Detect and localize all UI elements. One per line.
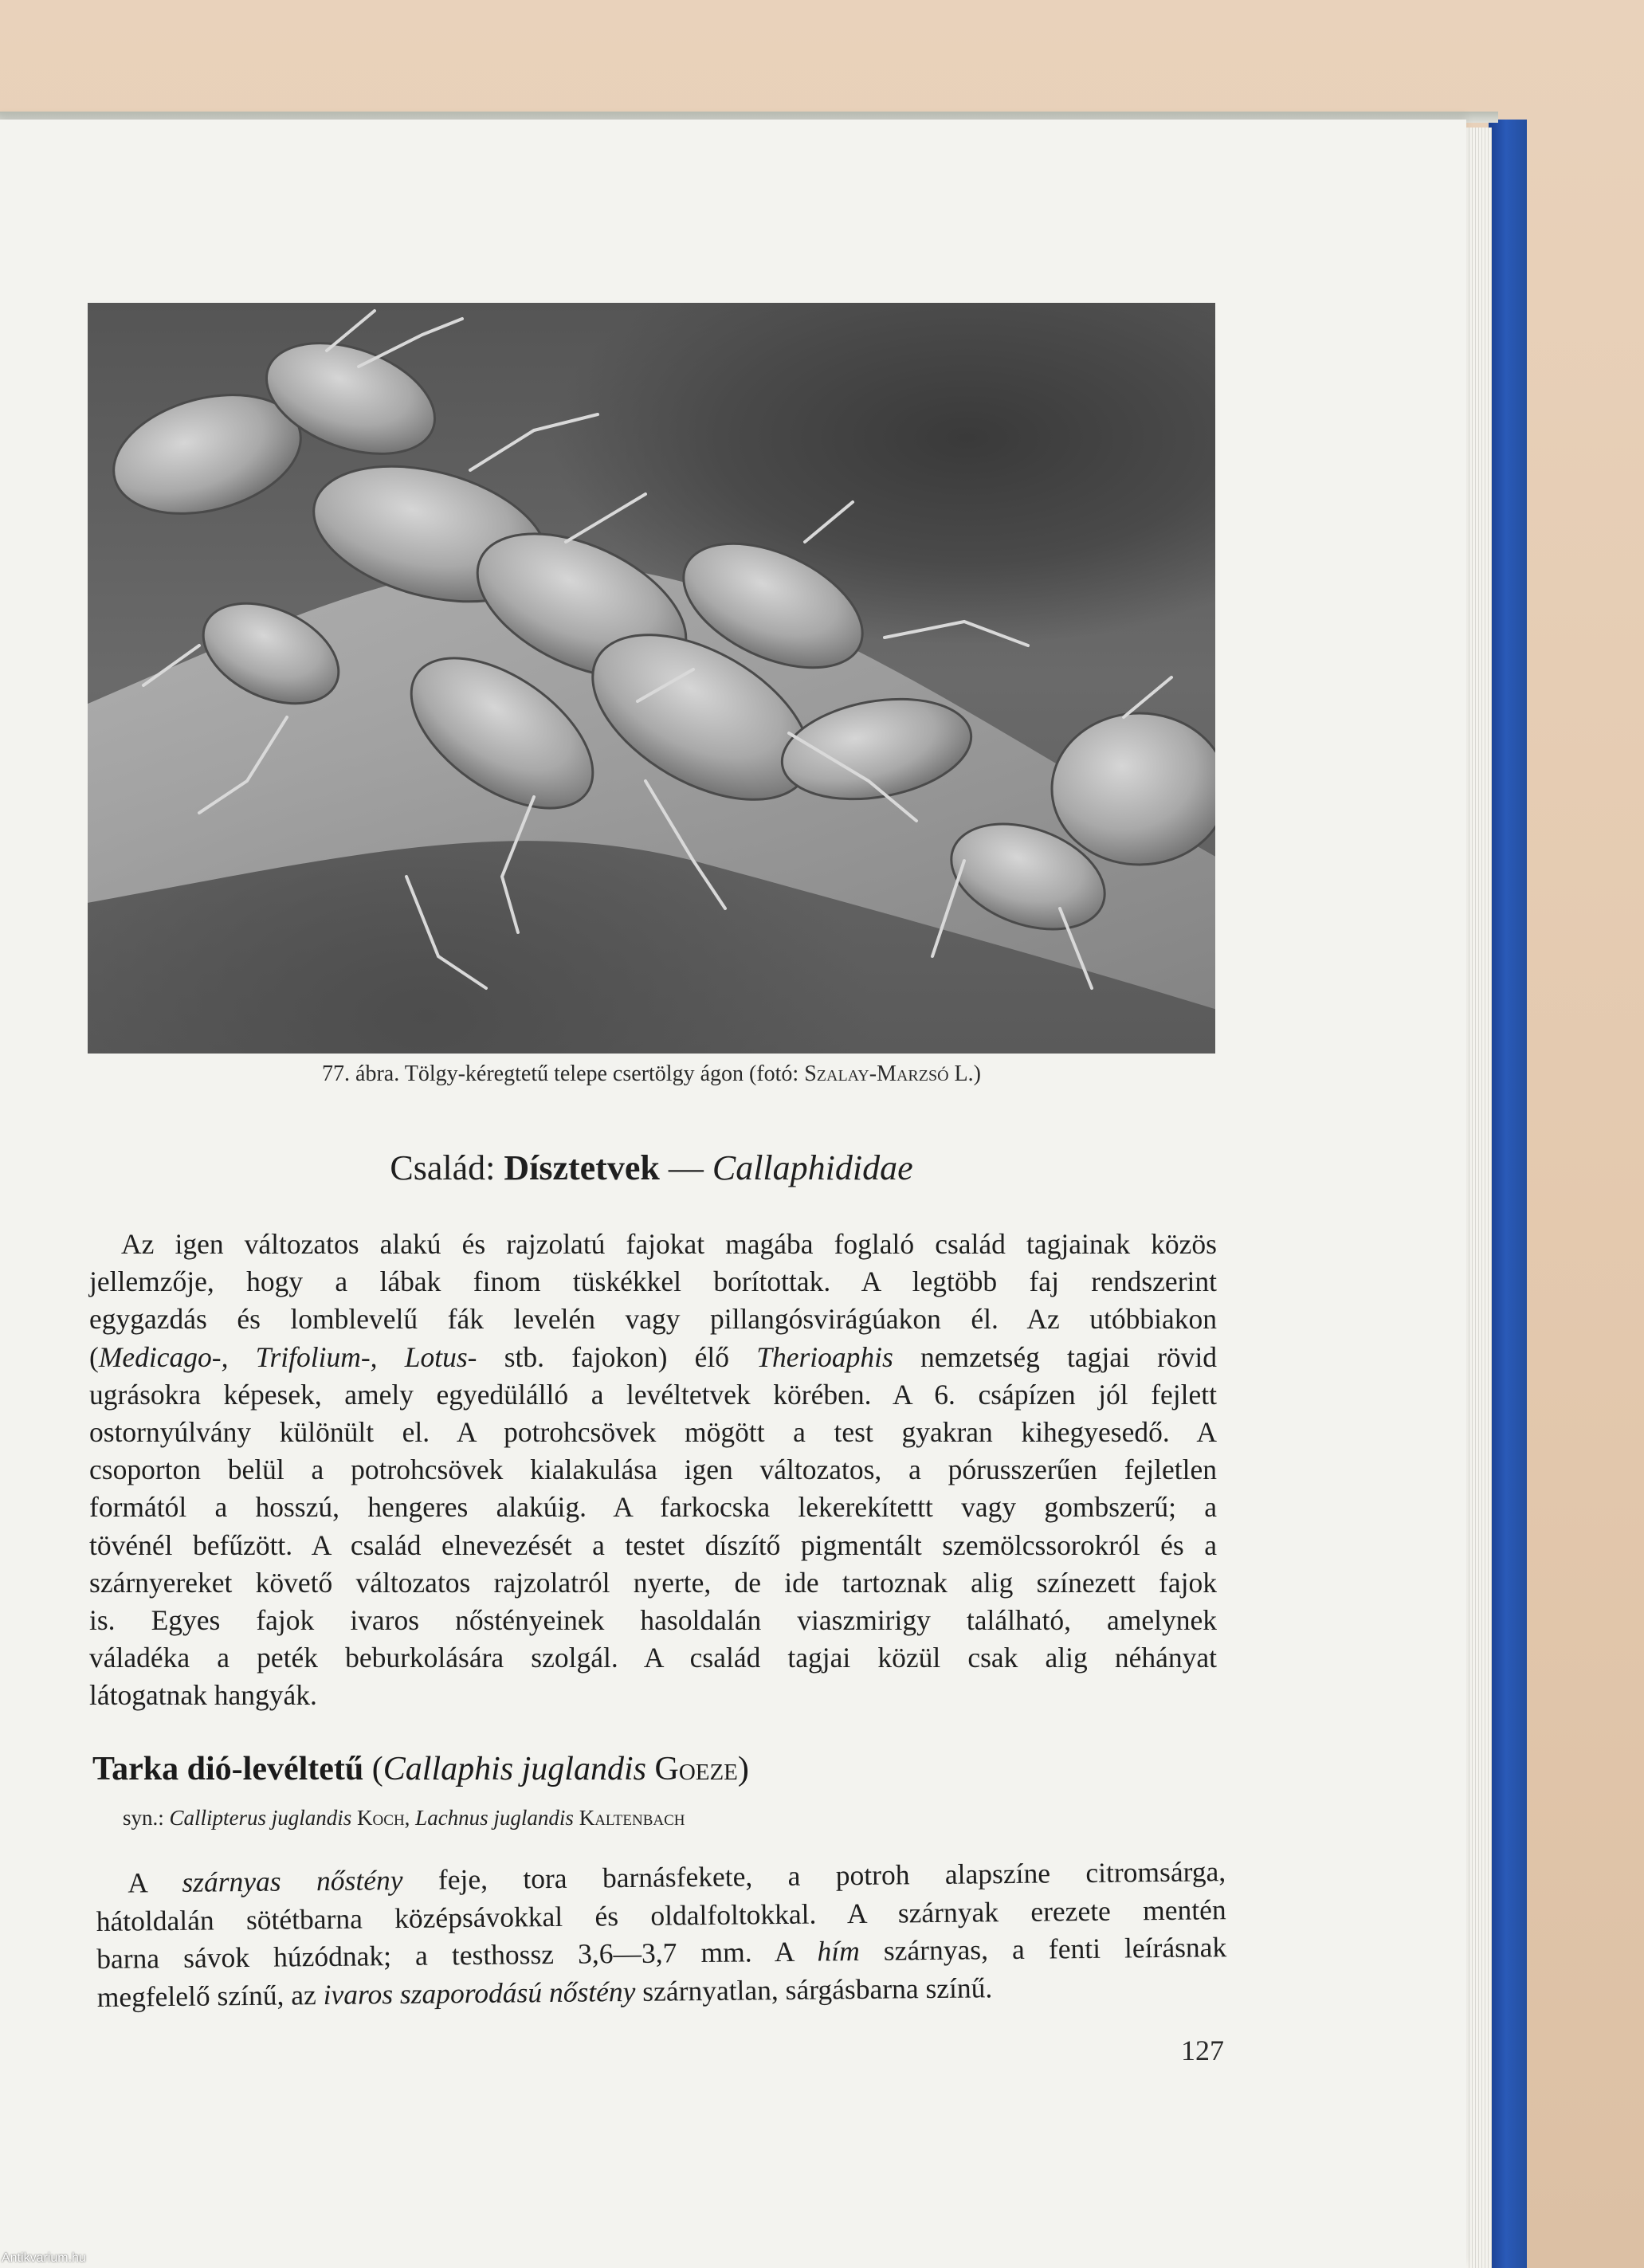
text-line bbox=[89, 1339, 1217, 1376]
text-line: egygazdás és lomblevelű fák levelén vagy pillangósvirágúakon él. Az utóbbiakon bbox=[89, 1303, 1217, 1336]
species-paren-open: ( bbox=[363, 1751, 383, 1787]
text-line: látogatnak hangyák. bbox=[89, 1679, 317, 1712]
text-line: formától a hosszú, hengeres alakúig. A farkocska lekerekítettt vagy gombszerű; a bbox=[89, 1491, 1217, 1524]
page-number: 127 bbox=[1181, 2035, 1224, 2066]
text-line: is. Egyes fajok ivaros nőstényeinek hasoldalán viaszmirigy található, amelynek bbox=[89, 1604, 1217, 1637]
text-fragment: A bbox=[128, 1866, 182, 1899]
species-author: Goeze bbox=[645, 1751, 738, 1787]
synonyms-prefix: syn.: bbox=[123, 1806, 170, 1830]
text-fragment: ( bbox=[89, 1340, 99, 1373]
caption-credit: Szalay-Marzsó L. bbox=[804, 1061, 974, 1086]
family-heading bbox=[88, 1148, 1215, 1188]
text-fragment: stb. fajokon) élő bbox=[477, 1340, 757, 1373]
synonyms-line bbox=[123, 1806, 1159, 1830]
text-line: szárnyereket követő változatos rajzolatról nyerte, de ide tartoznak alig színezett fajok bbox=[89, 1566, 1217, 1599]
text-fragment: szárnyas, a fenti leírásnak bbox=[859, 1931, 1227, 1967]
text-fragment: megfelelő színű, az bbox=[96, 1978, 324, 2013]
text-line: csoporton belül a potrohcsövek kialakulása igen változatos, a pórusszerűen fejletlen bbox=[89, 1454, 1217, 1486]
aphid-colony-photo bbox=[88, 303, 1215, 1054]
term-sexual-female: ivaros szaporodású nőstény bbox=[323, 1975, 636, 2011]
watermark: Antikvarium.hu bbox=[2, 2251, 86, 2265]
family-name-hungarian: Dísztetvek bbox=[504, 1148, 660, 1187]
species-paren-close: ) bbox=[737, 1751, 749, 1787]
species-name-latin: Callaphis juglandis bbox=[383, 1751, 646, 1787]
text-fragment: szárnyatlan, sárgásbarna színű. bbox=[635, 1971, 993, 2007]
synonym-2-author: Kaltenbach bbox=[573, 1806, 685, 1830]
text-line: váladéka a peték beburkolására szolgál. A család tagjai közül csak alig néhányat bbox=[89, 1642, 1217, 1674]
caption-text: 77. ábra. Tölgy-kéregtetű telepe csertölgy ágon (fotó: bbox=[322, 1061, 805, 1086]
photo-illustration bbox=[88, 303, 1215, 1054]
synonym-1: Callipterus juglandis bbox=[169, 1806, 352, 1830]
text-fragment: feje, tora barnásfekete, a potroh alapszíne citromsárga, bbox=[402, 1855, 1226, 1896]
genus-list: Medicago-, Trifolium-, Lotus- bbox=[98, 1340, 477, 1373]
species-name-hungarian: Tarka dió-levéltetű bbox=[92, 1751, 364, 1787]
term-winged-female: szárnyas nőstény bbox=[182, 1863, 403, 1898]
genus-name: Therioaphis bbox=[756, 1340, 893, 1373]
text-line: ostornyúlvány különült el. A potrohcsövek mögött a test gyakran kihegyesedő. A bbox=[89, 1416, 1217, 1449]
book-cover-edge bbox=[1489, 120, 1527, 2268]
figure-caption bbox=[88, 1061, 1215, 1087]
text-line: jellemzője, hogy a lábak finom tüskékkel borítottak. A legtöbb faj rendszerint bbox=[89, 1265, 1217, 1298]
text-fragment: nemzetség tagjai rövid bbox=[893, 1340, 1218, 1373]
synonym-1-author: Koch bbox=[351, 1806, 405, 1830]
species-heading bbox=[92, 1750, 1208, 1788]
synonym-2: Lachnus juglandis bbox=[415, 1806, 574, 1830]
family-description-paragraph bbox=[89, 1226, 1217, 1715]
family-prefix: Család: bbox=[390, 1148, 504, 1187]
caption-close: ) bbox=[973, 1061, 981, 1086]
term-male: hím bbox=[817, 1934, 860, 1968]
synonym-separator: , bbox=[404, 1806, 416, 1830]
text-line: Az igen változatos alakú és rajzolatú fajokat magába foglaló család tagjainak közös bbox=[121, 1228, 1217, 1260]
text-line: tövénél befűzött. A család elnevezését a testet díszítő pigmentált szemölcssorokról és a bbox=[89, 1528, 1217, 1561]
species-description-paragraph bbox=[96, 1853, 1227, 2016]
text-fragment: barna sávok húzódnak; a testhossz 3,6—3,7 mm. A bbox=[96, 1935, 818, 1975]
family-name-latin: Callaphididae bbox=[712, 1148, 913, 1187]
text-line: hátoldalán sötétbarna középsávokkal és oldalfoltokkal. A szárnyak erezete mentén bbox=[96, 1893, 1226, 1937]
text-line: ugrásokra képesek, amely egyedülálló a levéltetvek körében. A 6. csápízen jól fejlett bbox=[89, 1378, 1217, 1411]
family-dash: — bbox=[659, 1148, 712, 1187]
